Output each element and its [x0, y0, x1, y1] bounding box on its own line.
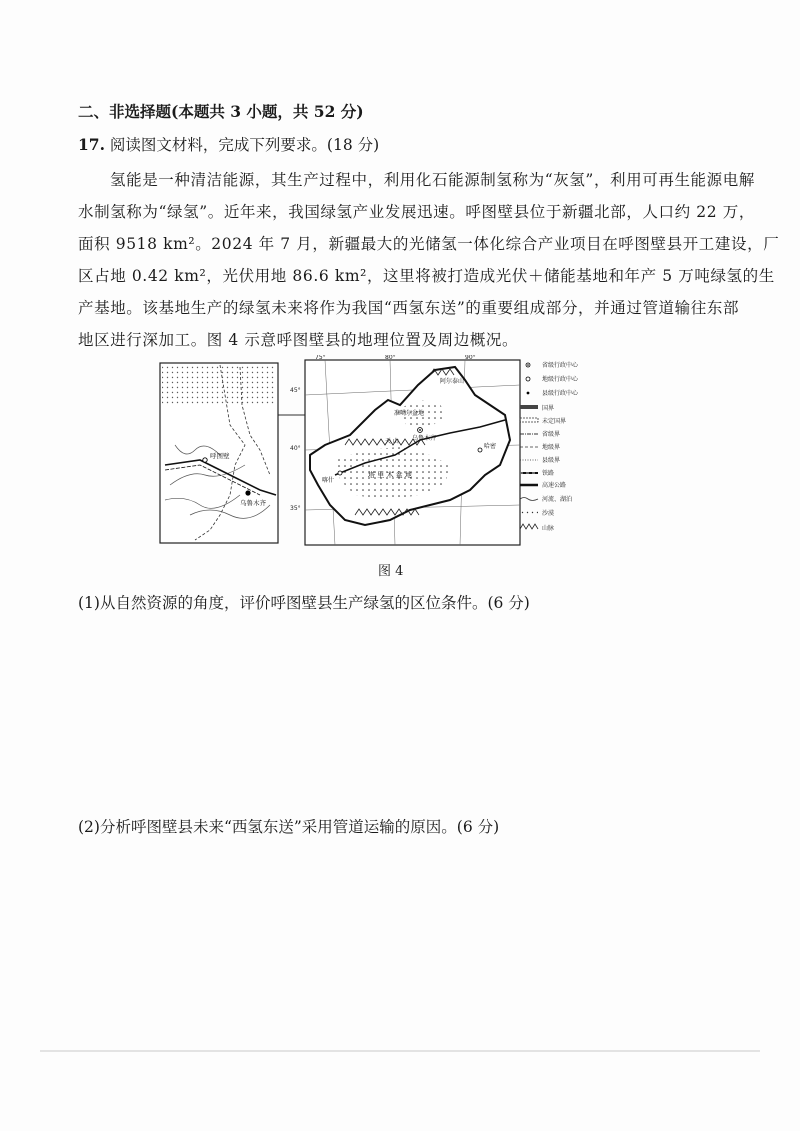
label-junggar: 准噶尔盆地 — [394, 410, 425, 417]
legend-item: 未定国界 — [542, 418, 567, 425]
main-map — [290, 355, 520, 545]
label-hami: 哈密 — [484, 443, 497, 450]
figure-caption: 图 4 — [378, 564, 404, 579]
legend-item: 地级界 — [542, 444, 561, 451]
page-bottom-rule — [40, 1050, 760, 1052]
map-legend — [520, 361, 579, 532]
legend-item: 县级行政中心 — [542, 390, 579, 397]
legend-item: 山脉 — [542, 525, 555, 532]
label-urumqi: 乌鲁木齐 — [412, 435, 437, 442]
lon-label-75: 75° — [315, 355, 326, 361]
legend-item: 铁路 — [542, 470, 555, 477]
legend-item: 地级行政中心 — [542, 376, 579, 383]
legend-item: 沙漠 — [542, 510, 555, 517]
label-tarim: 塔 里 木 盆 地 — [368, 471, 412, 479]
label-kashi: 喀什 — [322, 477, 335, 484]
paragraph-line: 区占地 0.42 km²，光伏用地 86.6 km²，这里将被打造成光伏＋储能基地和年产 5 万吨绿氢的生 — [78, 267, 775, 285]
figure-4-map — [150, 355, 630, 555]
lon-label-90: 90° — [465, 355, 476, 361]
answer-area-1[interactable] — [78, 620, 728, 810]
inset-label-city: 乌鲁木齐 — [240, 499, 266, 507]
paragraph-line: 地区进行深加工。图 4 示意呼图壁县的地理位置及周边概况。 — [78, 331, 519, 349]
paragraph-line: 水制氢称为“绿氢”。近年来，我国绿氢产业发展迅速。呼图壁县位于新疆北部，人口约 22 万， — [78, 203, 755, 221]
paragraph-line: 面积 9518 km²。2024 年 7 月，新疆最大的光储氢一体化综合产业项目在呼图壁县开工建设，厂 — [78, 235, 780, 253]
lat-label-45: 45° — [290, 387, 301, 394]
lat-label-40: 40° — [290, 445, 301, 452]
lon-label-80: 80° — [385, 355, 396, 361]
inset-map — [160, 363, 278, 543]
label-altai: 阿尔泰山 — [440, 378, 465, 385]
label-tianshan: 天 山 — [385, 438, 399, 445]
question-header — [78, 133, 379, 155]
legend-item: 河流、湖泊 — [542, 496, 573, 503]
legend-item: 省级行政中心 — [542, 362, 579, 369]
legend-item: 县级界 — [542, 457, 561, 464]
question-number: 17. — [78, 135, 105, 154]
inset-label-county: 呼图壁 — [210, 452, 230, 460]
legend-item: 省级界 — [542, 431, 561, 438]
lat-label-35: 35° — [290, 505, 301, 512]
section-title: 二、非选择题(本题共 3 小题，共 52 分) — [78, 102, 364, 121]
legend-item: 高速公路 — [542, 482, 567, 489]
sub-question-1: (1)从自然资源的角度，评价呼图壁县生产绿氢的区位条件。(6 分) — [78, 594, 530, 612]
sub-question-2: (2)分析呼图壁县未来“西氢东送”采用管道运输的原因。(6 分) — [78, 818, 500, 836]
question-prompt: 阅读图文材料，完成下列要求。(18 分) — [109, 136, 380, 154]
paragraph-line: 产基地。该基地生产的绿氢未来将作为我国“西氢东送”的重要组成部分，并通过管道输往东部 — [78, 299, 740, 317]
paragraph-line: 氢能是一种清洁能源，其生产过程中，利用化石能源制氢称为“灰氢”，利用可再生能源电解 — [110, 171, 755, 189]
legend-item: 国界 — [542, 405, 555, 412]
answer-area-2[interactable] — [78, 845, 728, 1035]
